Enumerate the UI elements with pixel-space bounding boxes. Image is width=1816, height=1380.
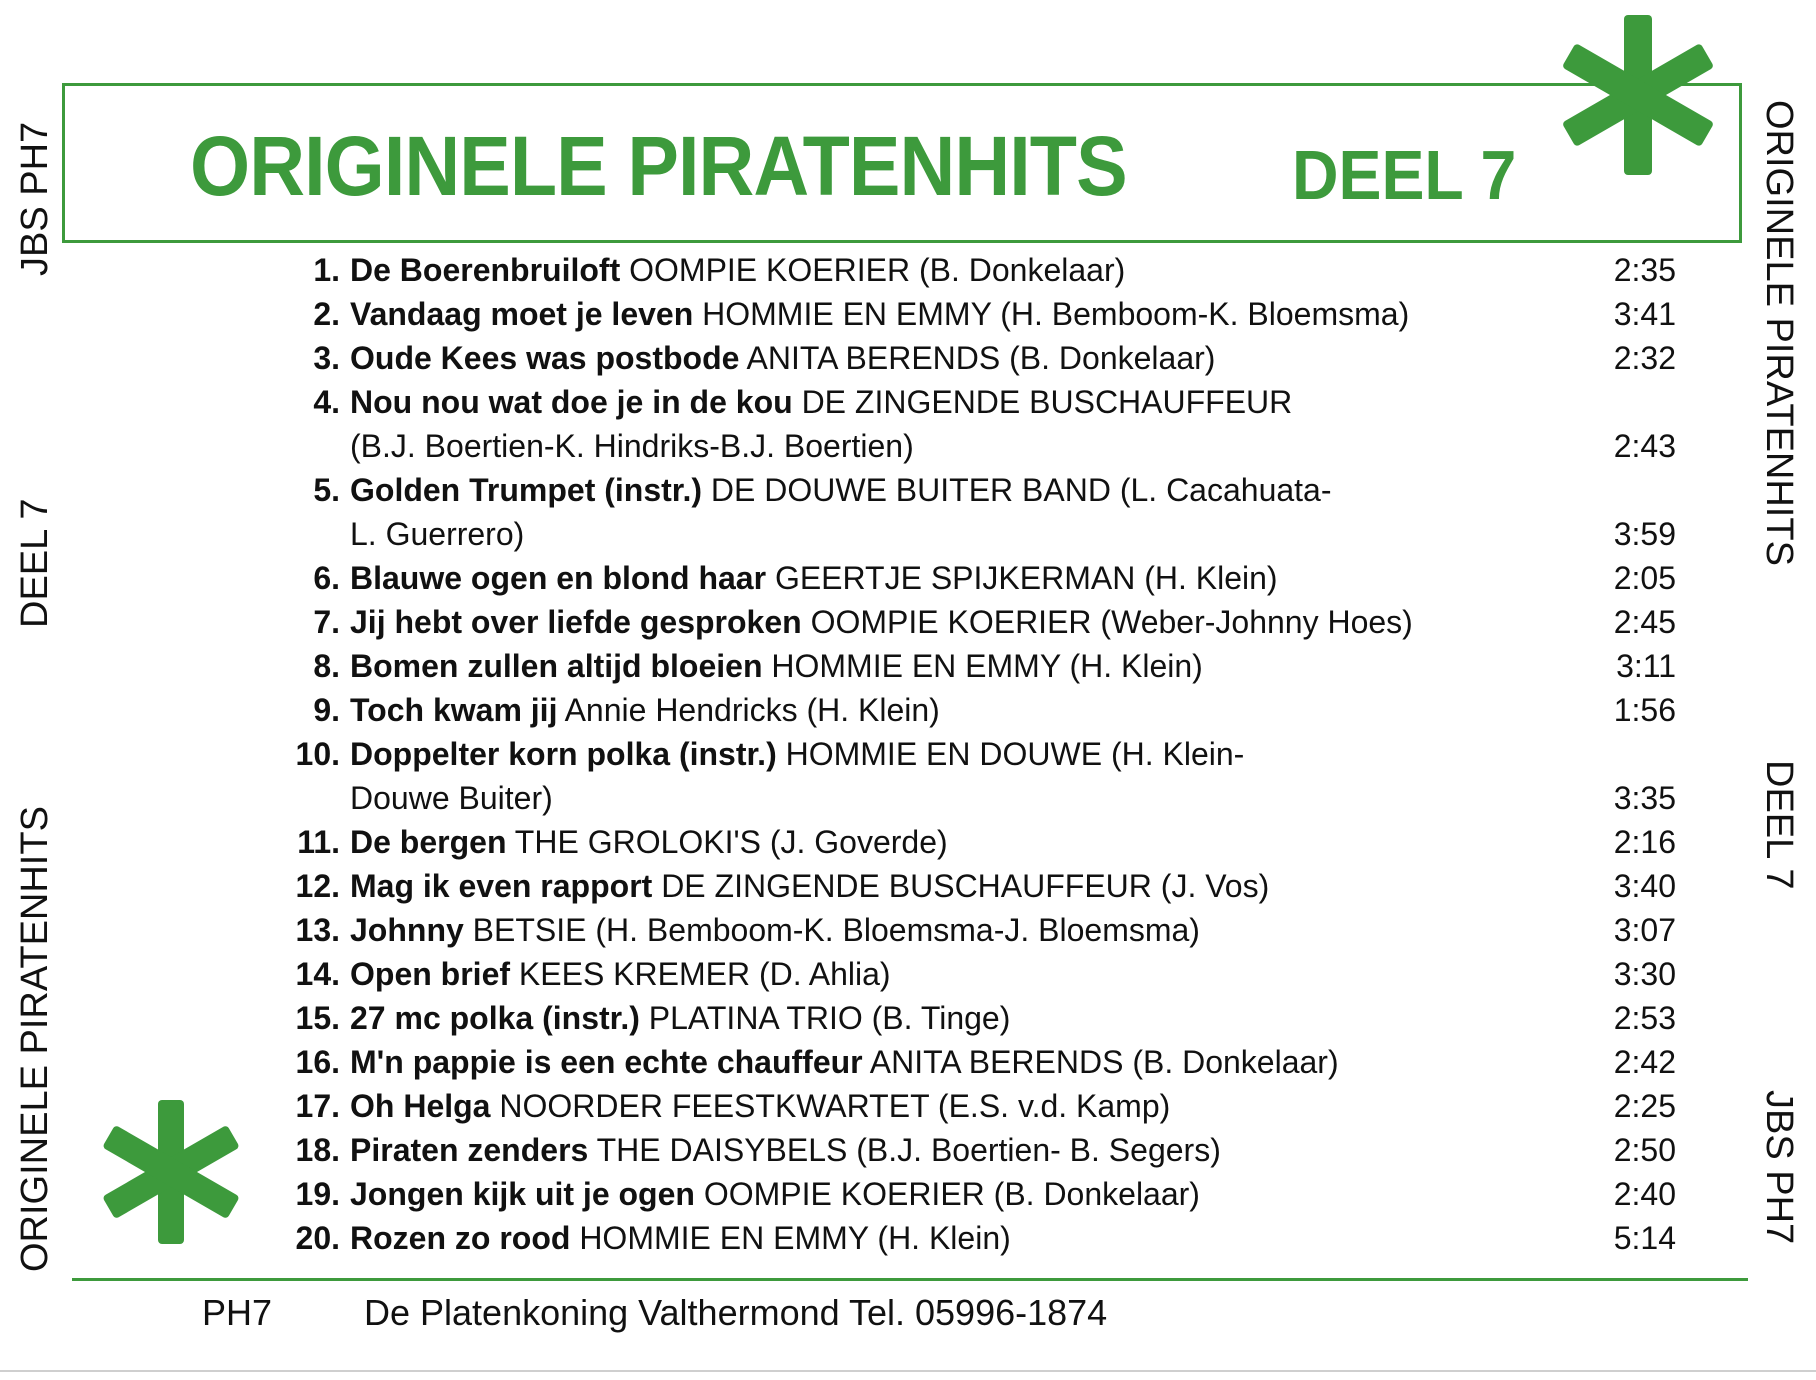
track-number: 14. <box>295 956 340 992</box>
track-line <box>350 912 1200 949</box>
track-row <box>0 340 1816 384</box>
track-number: 9. <box>313 692 340 728</box>
track-number: 6. <box>313 560 340 596</box>
track-credits-continued: (B.J. Boertien-K. Hindriks-B.J. Boertien) <box>350 428 914 464</box>
track-artist-credits: PLATINA TRIO (B. Tinge) <box>639 1000 1011 1036</box>
page-edge <box>0 1370 1816 1372</box>
track-line <box>350 736 1244 773</box>
track-line <box>350 824 948 861</box>
track-duration: 3:59 <box>1613 516 1676 552</box>
track-artist-credits: BETSIE (H. Bemboom-K. Bloemsma-J. Bloemsma) <box>463 912 1200 948</box>
track-line <box>350 1000 1010 1037</box>
track-artist-credits: KEES KREMER (D. Ahlia) <box>510 956 891 992</box>
track-number: 11. <box>297 824 340 860</box>
track-duration: 3:30 <box>1613 956 1676 992</box>
track-artist-credits: HOMMIE EN EMMY (H. Bemboom-K. Bloemsma) <box>693 296 1410 332</box>
track-number: 2. <box>313 296 340 332</box>
track-title: Oh Helga <box>350 1088 491 1124</box>
track-row <box>0 956 1816 1000</box>
track-artist-credits: OOMPIE KOERIER (Weber-Johnny Hoes) <box>801 604 1413 640</box>
track-row <box>0 1132 1816 1176</box>
track-duration: 2:53 <box>1613 1000 1676 1036</box>
track-number: 1. <box>313 252 340 288</box>
track-row <box>0 384 1816 464</box>
track-duration: 2:32 <box>1613 340 1676 376</box>
track-duration: 2:35 <box>1613 252 1676 288</box>
track-row <box>0 648 1816 692</box>
track-artist-credits: DE DOUWE BUITER BAND (L. Cacahuata- <box>702 472 1332 508</box>
track-title: Toch kwam jij <box>350 692 558 728</box>
track-title: Vandaag moet je leven <box>350 296 694 332</box>
track-line <box>350 692 940 729</box>
track-duration: 3:35 <box>1613 780 1676 816</box>
track-artist-credits: OOMPIE KOERIER (B. Donkelaar) <box>620 252 1126 288</box>
track-title: Rozen zo rood <box>350 1220 571 1256</box>
track-row <box>0 1000 1816 1044</box>
track-number: 18. <box>295 1132 340 1168</box>
track-title: M'n pappie is een echte chauffeur <box>350 1044 863 1080</box>
track-row <box>0 1044 1816 1088</box>
track-duration: 1:56 <box>1613 692 1676 728</box>
track-title: Open brief <box>350 956 511 992</box>
track-duration: 5:14 <box>1613 1220 1676 1256</box>
track-line <box>350 1088 1170 1125</box>
track-line <box>350 472 1332 509</box>
track-row <box>0 296 1816 340</box>
track-line <box>350 384 1292 421</box>
track-line <box>350 1132 1221 1169</box>
track-artist-credits: GEERTJE SPIJKERMAN (H. Klein) <box>766 560 1278 596</box>
track-line <box>350 560 1278 597</box>
track-line <box>350 648 1203 685</box>
track-duration: 2:50 <box>1613 1132 1676 1168</box>
track-line <box>350 956 891 993</box>
track-title: Jongen kijk uit je ogen <box>350 1176 695 1212</box>
track-artist-credits: ANITA BERENDS (B. Donkelaar) <box>862 1044 1339 1080</box>
track-number: 16. <box>295 1044 340 1080</box>
spine-right-catalog: JBS PH7 <box>1758 1090 1800 1245</box>
track-line <box>350 1044 1339 1081</box>
track-duration: 2:40 <box>1613 1176 1676 1212</box>
track-row <box>0 692 1816 736</box>
track-row <box>0 1220 1816 1264</box>
track-row <box>0 604 1816 648</box>
track-line <box>350 296 1409 333</box>
track-title: De Boerenbruiloft <box>350 252 621 288</box>
track-title: De bergen <box>350 824 507 860</box>
track-row <box>0 868 1816 912</box>
track-number: 12. <box>295 868 340 904</box>
track-title: Doppelter korn polka (instr.) <box>350 736 777 772</box>
spine-right-series: ORIGINELE PIRATENHITS <box>1758 100 1800 566</box>
spine-left-catalog: JBS PH7 <box>14 121 56 276</box>
track-row <box>0 824 1816 868</box>
track-artist-credits: DE ZINGENDE BUSCHAUFFEUR <box>792 384 1293 420</box>
track-number: 17. <box>295 1088 340 1124</box>
track-duration: 2:45 <box>1613 604 1676 640</box>
track-title: Johnny <box>350 912 464 948</box>
track-duration: 3:41 <box>1613 296 1676 332</box>
track-duration: 3:11 <box>1616 648 1676 684</box>
track-number: 3. <box>313 340 340 376</box>
track-artist-credits: THE DAISYBELS (B.J. Boertien- B. Segers) <box>588 1132 1221 1168</box>
track-number: 5. <box>313 472 340 508</box>
track-title: Blauwe ogen en blond haar <box>350 560 767 596</box>
footer-divider <box>72 1278 1748 1281</box>
track-number: 19. <box>295 1176 340 1212</box>
track-row <box>0 912 1816 956</box>
track-artist-credits: ANITA BERENDS (B. Donkelaar) <box>739 340 1216 376</box>
track-row <box>0 252 1816 296</box>
spine-left-volume: DEEL 7 <box>14 498 56 628</box>
track-duration: 2:05 <box>1613 560 1676 596</box>
track-line <box>350 252 1125 289</box>
track-duration: 3:40 <box>1613 868 1676 904</box>
asterisk-icon <box>1548 10 1728 180</box>
track-artist-credits: DE ZINGENDE BUSCHAUFFEUR (J. Vos) <box>652 868 1270 904</box>
track-duration: 2:43 <box>1613 428 1676 464</box>
track-number: 4. <box>313 384 340 420</box>
track-credits-continued: L. Guerrero) <box>350 516 525 552</box>
spine-left-series: ORIGINELE PIRATENHITS <box>14 806 56 1272</box>
track-title: Golden Trumpet (instr.) <box>350 472 703 508</box>
spine-right-volume: DEEL 7 <box>1758 760 1800 890</box>
track-number: 7. <box>313 604 340 640</box>
track-title: Nou nou wat doe je in de kou <box>350 384 793 420</box>
track-number: 13. <box>295 912 340 948</box>
track-number: 10. <box>295 736 340 772</box>
track-duration: 2:16 <box>1613 824 1676 860</box>
track-artist-credits: HOMMIE EN EMMY (H. Klein) <box>570 1220 1011 1256</box>
track-artist-credits: THE GROLOKI'S (J. Goverde) <box>506 824 948 860</box>
track-artist-credits: OOMPIE KOERIER (B. Donkelaar) <box>694 1176 1200 1212</box>
track-title: 27 mc polka (instr.) <box>350 1000 640 1036</box>
track-title: Oude Kees was postbode <box>350 340 740 376</box>
track-line <box>350 1220 1011 1257</box>
track-row <box>0 1176 1816 1220</box>
track-duration: 2:25 <box>1613 1088 1676 1124</box>
track-line <box>350 604 1413 641</box>
track-row <box>0 1088 1816 1132</box>
track-number: 8. <box>313 648 340 684</box>
track-line <box>350 340 1215 377</box>
track-row <box>0 472 1816 552</box>
track-title: Jij hebt over liefde gesproken <box>350 604 802 640</box>
footer-catalog-code: PH7 <box>202 1292 273 1333</box>
track-row <box>0 736 1816 816</box>
track-credits-continued: Douwe Buiter) <box>350 780 553 816</box>
album-title: ORIGINELE PIRATENHITS <box>190 119 1127 213</box>
track-artist-credits: HOMMIE EN EMMY (H. Klein) <box>762 648 1203 684</box>
footer-label-address: De Platenkoning Valthermond Tel. 05996-1874 <box>364 1292 1108 1333</box>
track-line <box>350 868 1269 905</box>
track-number: 15. <box>295 1000 340 1036</box>
track-artist-credits: NOORDER FEESTKWARTET (E.S. v.d. Kamp) <box>490 1088 1171 1124</box>
track-row <box>0 560 1816 604</box>
track-line <box>350 1176 1200 1213</box>
track-artist-credits: HOMMIE EN DOUWE (H. Klein- <box>776 736 1245 772</box>
track-title: Piraten zenders <box>350 1132 589 1168</box>
track-title: Bomen zullen altijd bloeien <box>350 648 763 684</box>
track-number: 20. <box>295 1220 340 1256</box>
track-artist-credits: Annie Hendricks (H. Klein) <box>557 692 940 728</box>
album-volume: DEEL 7 <box>1292 136 1517 214</box>
track-title: Mag ik even rapport <box>350 868 653 904</box>
track-duration: 3:07 <box>1613 912 1676 948</box>
track-duration: 2:42 <box>1613 1044 1676 1080</box>
